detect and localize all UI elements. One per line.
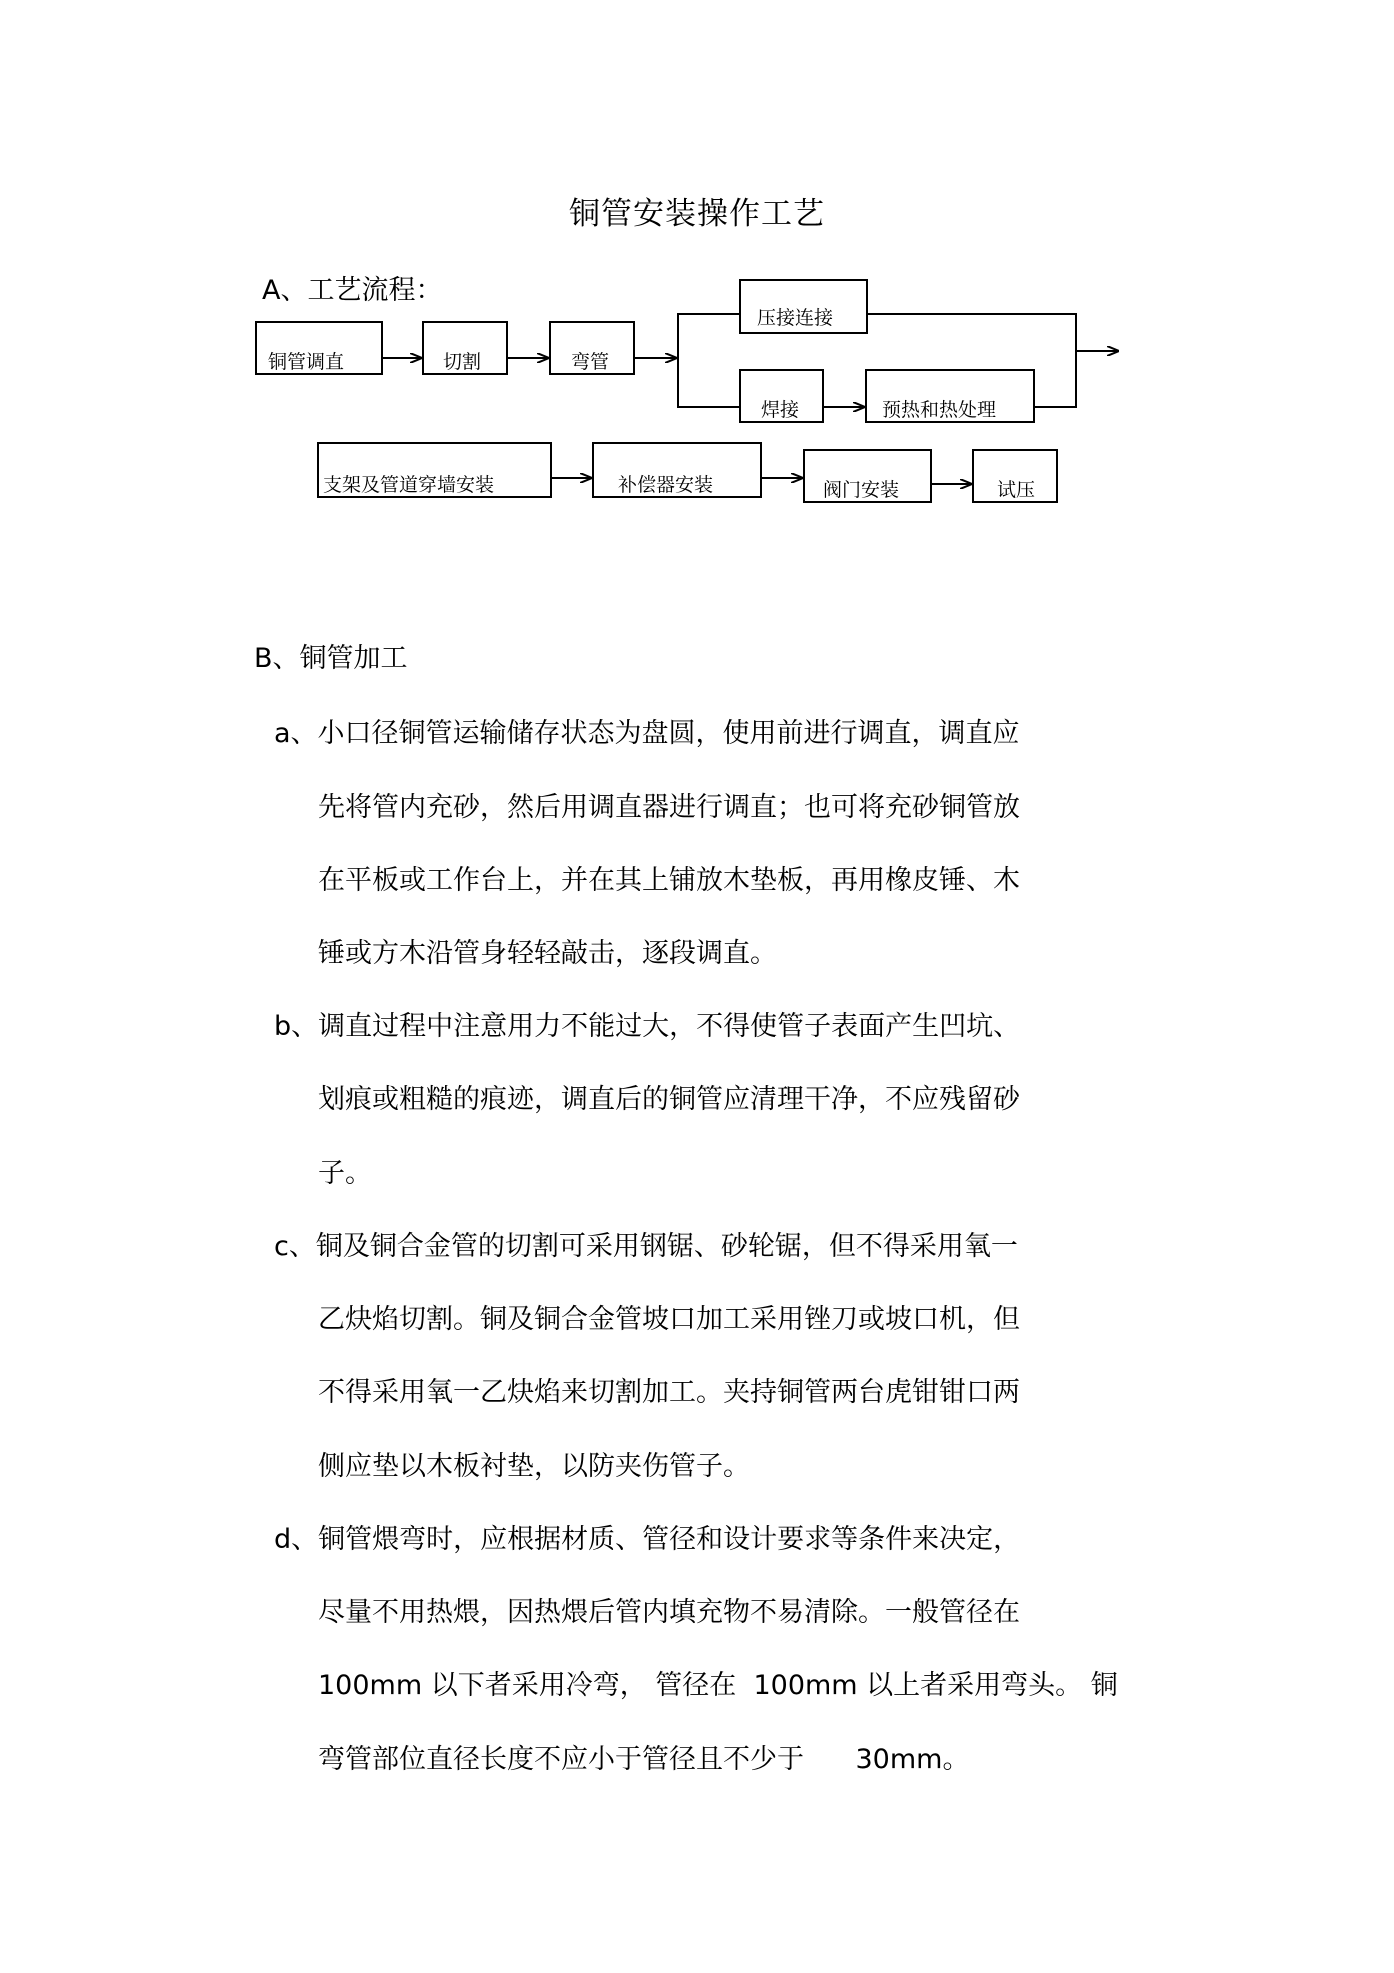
label-valve: 阀门安装	[823, 479, 900, 501]
page-title: 铜管安装操作工艺	[569, 196, 825, 232]
paragraph-d-line-4: 弯管部位直径长度不应小于管径且不少于 30mm。	[318, 1744, 970, 1775]
process-flow-diagram	[0, 0, 1394, 560]
label-support: 支架及管道穿墙安装	[323, 474, 495, 496]
paragraph-c-line-2: 乙炔焰切割。铜及铜合金管坡口加工采用锉刀或坡口机，但	[318, 1304, 1020, 1335]
paragraph-a-line-4: 锤或方木沿管身轻轻敲击，逐段调直。	[318, 938, 777, 969]
paragraph-b-line-1: b、调直过程中注意用力不能过大，不得使管子表面产生凹坑、	[274, 1011, 1021, 1042]
paragraph-d-line-3: 100mm 以下者采用冷弯， 管径在 100mm 以上者采用弯头。 铜	[318, 1670, 1118, 1701]
branch-left	[678, 314, 740, 407]
paragraph-c-line-1: c、铜及铜合金管的切割可采用钢锯、砂轮锯，但不得采用氧一	[274, 1231, 1018, 1262]
label-bend: 弯管	[571, 351, 610, 373]
paragraph-a-line-3: 在平板或工作台上，并在其上铺放木垫板，再用橡皮锤、木	[318, 865, 1020, 896]
label-test: 试压	[997, 479, 1036, 501]
paragraph-a-line-2: 先将管内充砂，然后用调直器进行调直；也可将充砂铜管放	[318, 792, 1020, 823]
label-straighten: 铜管调直	[268, 351, 345, 373]
label-heat: 预热和热处理	[882, 399, 997, 421]
paragraph-a-line-1: a、小口径铜管运输储存状态为盘圆，使用前进行调直，调直应	[274, 718, 1020, 749]
paragraph-c-line-4: 侧应垫以木板衬垫，以防夹伤管子。	[318, 1451, 750, 1482]
label-compensator: 补偿器安装	[618, 474, 714, 496]
branch-right	[867, 314, 1076, 407]
section-a-heading: A、工艺流程：	[262, 275, 443, 306]
paragraph-c-line-3: 不得采用氧一乙炔焰来切割加工。夹持铜管两台虎钳钳口两	[318, 1377, 1020, 1408]
label-weld: 焊接	[761, 399, 800, 421]
label-press: 压接连接	[757, 307, 834, 329]
label-cut: 切割	[443, 351, 482, 373]
section-b-heading: B、铜管加工	[254, 643, 408, 674]
paragraph-d-line-2: 尽量不用热煨，因热煨后管内填充物不易清除。一般管径在	[318, 1597, 1020, 1628]
paragraph-b-line-3: 子。	[318, 1158, 372, 1189]
paragraph-b-line-2: 划痕或粗糙的痕迹，调直后的铜管应清理干净，不应残留砂	[318, 1084, 1020, 1115]
paragraph-d-line-1: d、铜管煨弯时，应根据材质、管径和设计要求等条件来决定，	[274, 1524, 1021, 1555]
